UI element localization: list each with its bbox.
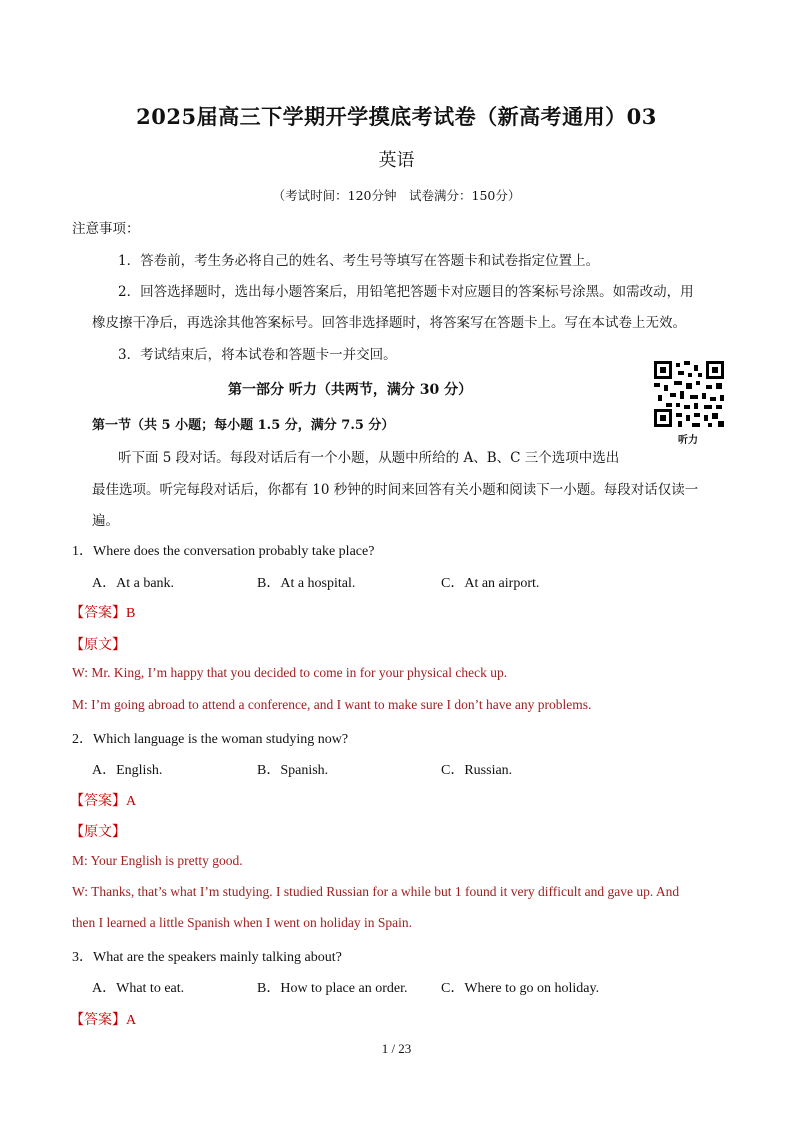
question-1-option-a: A．At a bank. — [92, 576, 175, 591]
question-2-stem: 2．Which language is the woman studying now? — [72, 732, 349, 747]
question-1-script-line-2: M: I’m going abroad to attend a conference, and I want to make sure I don’t have any problems. — [72, 697, 592, 712]
part-title: 第一部分 听力（共两节，满分 30 分） — [228, 382, 473, 398]
question-2-answer — [70, 790, 136, 810]
question-2-script-line-3: then I learned a little Spanish when I went on holiday in Spain. — [72, 915, 413, 930]
question-3-stem: 3．What are the speakers mainly talking about? — [72, 950, 342, 965]
qr-label: 听力 — [678, 435, 698, 446]
question-3-answer — [70, 1009, 136, 1029]
question-2-option-c: C．Russian. — [441, 763, 513, 778]
question-1-option-c: C．At an airport. — [441, 576, 540, 591]
question-3-option-b: B．How to place an order. — [257, 981, 408, 996]
answer-label: 【答案】 — [70, 793, 126, 809]
answer-value: A — [126, 1013, 137, 1028]
question-2-option-a: A．English. — [92, 763, 163, 778]
question-2-option-b: B．Spanish. — [257, 763, 329, 778]
question-3-option-a: A．What to eat. — [92, 981, 185, 996]
question-2-original-label: 【原文】 — [70, 824, 126, 840]
section-title: 第一节（共 5 小题；每小题 1.5 分，满分 7.5 分） — [92, 418, 395, 433]
question-3-option-c: C．Where to go on holiday. — [441, 981, 600, 996]
note-item-2: 2．回答选择题时，选出每小题答案后，用铅笔把答题卡对应题目的答案标号涂黑。如需改动，用 — [118, 284, 694, 300]
instructions-line-1: 听下面 5 段对话。每段对话后有一个小题，从题中所给的 A、B、C 三个选项中选出 — [118, 450, 620, 466]
question-1-stem: 1．Where does the conversation probably take place? — [72, 544, 375, 559]
subject-title: 英语 — [378, 150, 415, 171]
question-1-answer — [70, 602, 135, 622]
page-title: 2025届高三下学期开学摸底考试卷（新高考通用）03 — [136, 104, 657, 129]
question-2-script-line-2: W: Thanks, that’s what I’m studying. I studied Russian for a while but 1 found it very difficult and gave up. And — [72, 884, 680, 899]
question-2-script-line-1: M: Your English is pretty good. — [72, 853, 243, 868]
instructions-line-2: 最佳选项。听完每段对话后，你都有 10 秒钟的时间来回答有关小题和阅读下一小题。每段对话仅读一 — [92, 482, 699, 498]
question-1-option-b: B．At a hospital. — [257, 576, 356, 591]
answer-label: 【答案】 — [70, 1012, 126, 1028]
answer-value: A — [126, 794, 137, 809]
note-item-2-continued: 橡皮擦干净后，再选涂其他答案标号。回答非选择题时，将答案写在答题卡上。写在本试卷上无效。 — [92, 315, 686, 331]
question-1-script-line-1: W: Mr. King, I’m happy that you decided to come in for your physical check up. — [72, 665, 508, 680]
page-number: 1 / 23 — [381, 1041, 412, 1056]
qr-code-icon — [654, 361, 724, 427]
notes-heading: 注意事项： — [72, 221, 140, 237]
exam-info: （考试时间：120分钟 试卷满分：150分） — [272, 188, 521, 203]
answer-label: 【答案】 — [70, 605, 126, 621]
question-1-original-label: 【原文】 — [70, 637, 126, 653]
note-item-3: 3．考试结束后，将本试卷和答题卡一并交回。 — [118, 347, 397, 363]
instructions-line-3: 遍。 — [92, 513, 119, 529]
note-item-1: 1．答卷前，考生务必将自己的姓名、考生号等填写在答题卡和试卷指定位置上。 — [118, 253, 600, 269]
answer-value: B — [126, 606, 136, 621]
